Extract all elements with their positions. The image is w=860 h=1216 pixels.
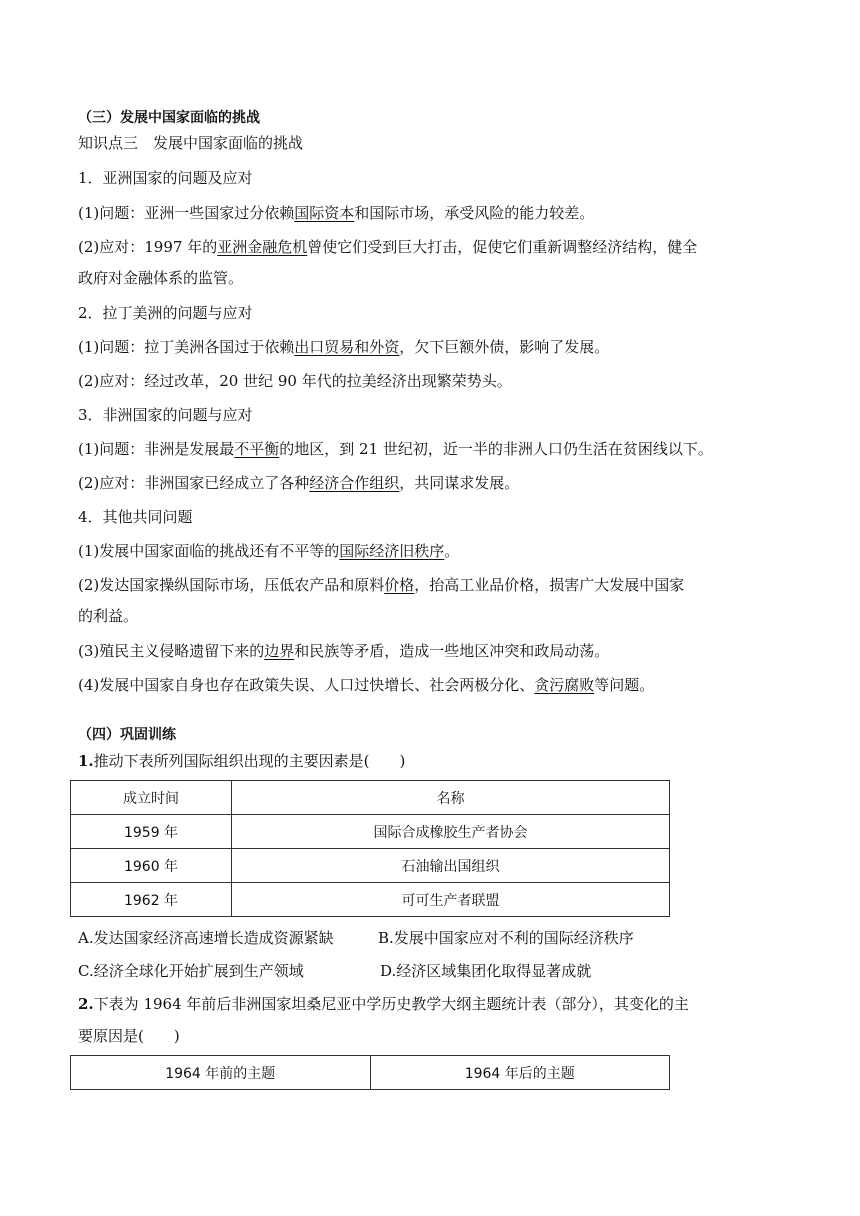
asia-title: 1．亚洲国家的问题及应对: [78, 169, 253, 187]
question-1-option-a[interactable]: A.发达国家经济高速增长造成资源紧缺: [78, 929, 334, 947]
table-row: [71, 815, 670, 849]
latam-response: (2)应对：经过改革，20 世纪 90 年代的拉美经济出现繁荣势头。: [78, 372, 512, 390]
table-row: [71, 849, 670, 883]
table-header-cell: 名称: [232, 781, 670, 815]
asia-problem: (1)问题：亚洲一些国家过分依赖国际资本和国际市场，承受风险的能力较差。: [78, 204, 595, 222]
common-title: 4．其他共同问题: [78, 508, 193, 526]
table-cell: 国际合成橡胶生产者协会: [232, 815, 670, 849]
section-heading: （三）发展中国家面临的挑战: [78, 110, 260, 126]
common-point-3: (3)殖民主义侵略遗留下来的边界和民族等矛盾，造成一些地区冲突和政局动荡。: [78, 642, 610, 660]
table-cell: 1960 年: [71, 849, 232, 883]
question-1-option-d[interactable]: D.经济区域集团化取得显著成就: [380, 962, 592, 980]
africa-problem: (1)问题：非洲是发展最不平衡的地区，到 21 世纪初，近一半的非洲人口仍生活在贫困线以下。: [78, 440, 713, 458]
table-header-cell: 1964 年后的主题: [370, 1056, 670, 1090]
table-cell: 可可生产者联盟: [232, 883, 670, 917]
table-cell: 1962 年: [71, 883, 232, 917]
common-point-4: (4)发展中国家自身也存在政策失误、人口过快增长、社会两极分化、贪污腐败等问题。: [78, 676, 655, 694]
table-header-row: [71, 781, 670, 815]
practice-heading: （四）巩固训练: [78, 727, 176, 743]
table-cell: 1959 年: [71, 815, 232, 849]
question-2-stem-cont: 要原因是( ): [78, 1027, 180, 1045]
knowledge-point-title: 知识点三 发展中国家面临的挑战: [78, 134, 304, 152]
africa-response: (2)应对：非洲国家已经成立了各种经济合作组织，共同谋求发展。: [78, 474, 520, 492]
question-1-stem: 1.推动下表所列国际组织出现的主要因素是( ): [78, 752, 406, 770]
table-header-row: [71, 1056, 670, 1090]
question-1-option-b[interactable]: B.发展中国家应对不利的国际经济秩序: [378, 929, 634, 947]
question-1-table: [70, 780, 670, 917]
table-row: [71, 883, 670, 917]
question-1-option-c[interactable]: C.经济全球化开始扩展到生产领域: [78, 962, 304, 980]
common-point-1: (1)发展中国家面临的挑战还有不平等的国际经济旧秩序。: [78, 542, 460, 560]
table-header-cell: 1964 年前的主题: [71, 1056, 371, 1090]
common-point-2: (2)发达国家操纵国际市场，压低农产品和原料价格，抬高工业品价格，损害广大发展中国家: [78, 576, 685, 594]
table-cell: 石油输出国组织: [232, 849, 670, 883]
asia-response: (2)应对：1997 年的亚洲金融危机曾使它们受到巨大打击，促使它们重新调整经济结构，健全: [78, 238, 698, 256]
question-2-stem: 2.下表为 1964 年前后非洲国家坦桑尼亚中学历史教学大纲主题统计表（部分），其变化的主: [78, 995, 689, 1013]
latam-title: 2．拉丁美洲的问题与应对: [78, 304, 253, 322]
asia-response-cont: 政府对金融体系的监管。: [78, 269, 244, 287]
question-2-table: [70, 1055, 670, 1090]
table-header-cell: 成立时间: [71, 781, 232, 815]
common-point-2-cont: 的利益。: [78, 607, 139, 625]
latam-problem: (1)问题：拉丁美洲各国过于依赖出口贸易和外资，欠下巨额外债，影响了发展。: [78, 338, 610, 356]
africa-title: 3．非洲国家的问题与应对: [78, 406, 253, 424]
